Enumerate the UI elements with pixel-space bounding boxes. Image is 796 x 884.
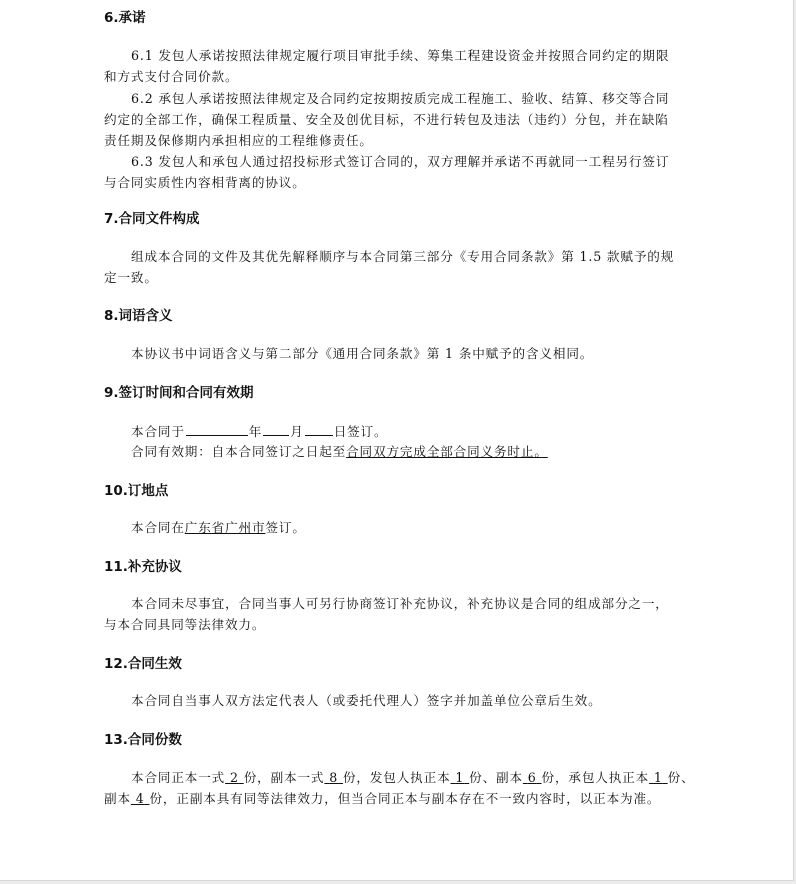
section-11-heading: 11.补充协议 [104,559,182,575]
section-12-line-1: 本合同自当事人双方法定代表人（或委托代理人）签字并加盖单位公章后生效。 [131,693,602,708]
signing-place-suffix: 签订。 [265,520,306,535]
copies-text: 份，副本一式 [243,770,325,785]
copies-text: 本合同正本一式 [131,770,226,785]
validity-prefix: 合同有效期：自本合同签订之日起至 [131,444,347,459]
section-6-line-7: 与合同实质性内容相背离的协议。 [104,175,306,190]
copies-line-2 [104,789,660,809]
copies-text: 份，发包人执正本 [342,770,451,785]
original-count-value: 2 [229,770,239,785]
employer-original-count [451,770,470,785]
section-13-heading: 13.合同份数 [104,732,182,748]
signing-day-blank [305,421,333,436]
section-6-line-1: 6.1 发包人承诺按照法律规定履行项目审批手续、筹集工程建设资金并按照合同约定的期限 [131,48,670,63]
section-7-line-1: 组成本合同的文件及其优先解释顺序与本合同第三部分《专用合同条款》第 1.5 款赋予的规 [131,249,675,264]
copies-text: 份，正副本具有同等法律效力，但当合同正本与副本存在不一致内容时，以正本为准。 [149,791,661,806]
employer-copy-count [523,770,542,785]
contractor-original-value: 1 [653,770,663,785]
validity-value: 合同双方完成全部合同义务时止。 [346,444,548,459]
copy-count-value: 8 [329,770,339,785]
signing-month-blank [263,421,289,436]
signing-place-line [131,518,306,538]
signing-month-label: 月 [290,424,304,439]
section-6-line-2: 和方式支付合同价款。 [104,69,239,84]
signing-place-prefix: 本合同在 [131,520,185,535]
section-11-line-1: 本合同未尽事宜，合同当事人可另行协商签订补充协议，补充协议是合同的组成部分之一， [131,596,669,611]
copies-text: 份、副本 [469,770,523,785]
section-6-line-4: 约定的全部工作，确保工程质量、安全及创优目标，不进行转包及违法（违约）分包，并在缺陷 [104,112,669,127]
section-7-line-2: 定一致。 [104,270,158,285]
copy-count [324,770,343,785]
copies-line-1 [131,768,695,788]
section-10-heading: 10.订地点 [104,483,169,499]
copies-text: 副本 [104,791,131,806]
section-6-line-6: 6.3 发包人和承包人通过招投标形式签订合同的，双方理解并承诺不再就同一工程另行签订 [131,154,670,169]
section-7-heading: 7.合同文件构成 [104,211,200,227]
validity-line [131,442,548,462]
section-12-heading: 12.合同生效 [104,656,182,672]
copies-text: 份，承包人执正本 [541,770,650,785]
original-count [225,770,244,785]
signing-date-prefix: 本合同于 [131,424,185,439]
signing-day-label: 日签订。 [333,424,388,439]
contractor-copy-count [131,791,150,806]
section-11-line-2: 与本合同具同等法律效力。 [104,617,266,632]
signing-year-blank [186,421,248,436]
signing-year-label: 年 [248,424,263,439]
section-8-line-1: 本协议书中词语含义与第二部分《通用合同条款》第 1 条中赋予的含义相同。 [131,346,594,361]
contractor-original-count [649,770,668,785]
contractor-copy-value: 4 [135,791,145,806]
section-9-heading: 9.签订时间和合同有效期 [104,385,254,401]
signing-place-value: 广东省广州市 [184,520,266,535]
section-8-heading: 8.词语含义 [104,308,173,324]
employer-copy-value: 6 [527,770,537,785]
employer-original-value: 1 [455,770,465,785]
section-6-line-3: 6.2 承包人承诺按照法律规定及合同约定按期按质完成工程施工、验收、结算、移交等合同 [131,91,670,106]
section-6-line-5: 责任期及保修期内承担相应的工程维修责任。 [104,133,373,148]
copies-text: 份、 [667,770,695,785]
signing-date-line [131,421,387,442]
section-6-heading: 6.承诺 [104,10,146,26]
